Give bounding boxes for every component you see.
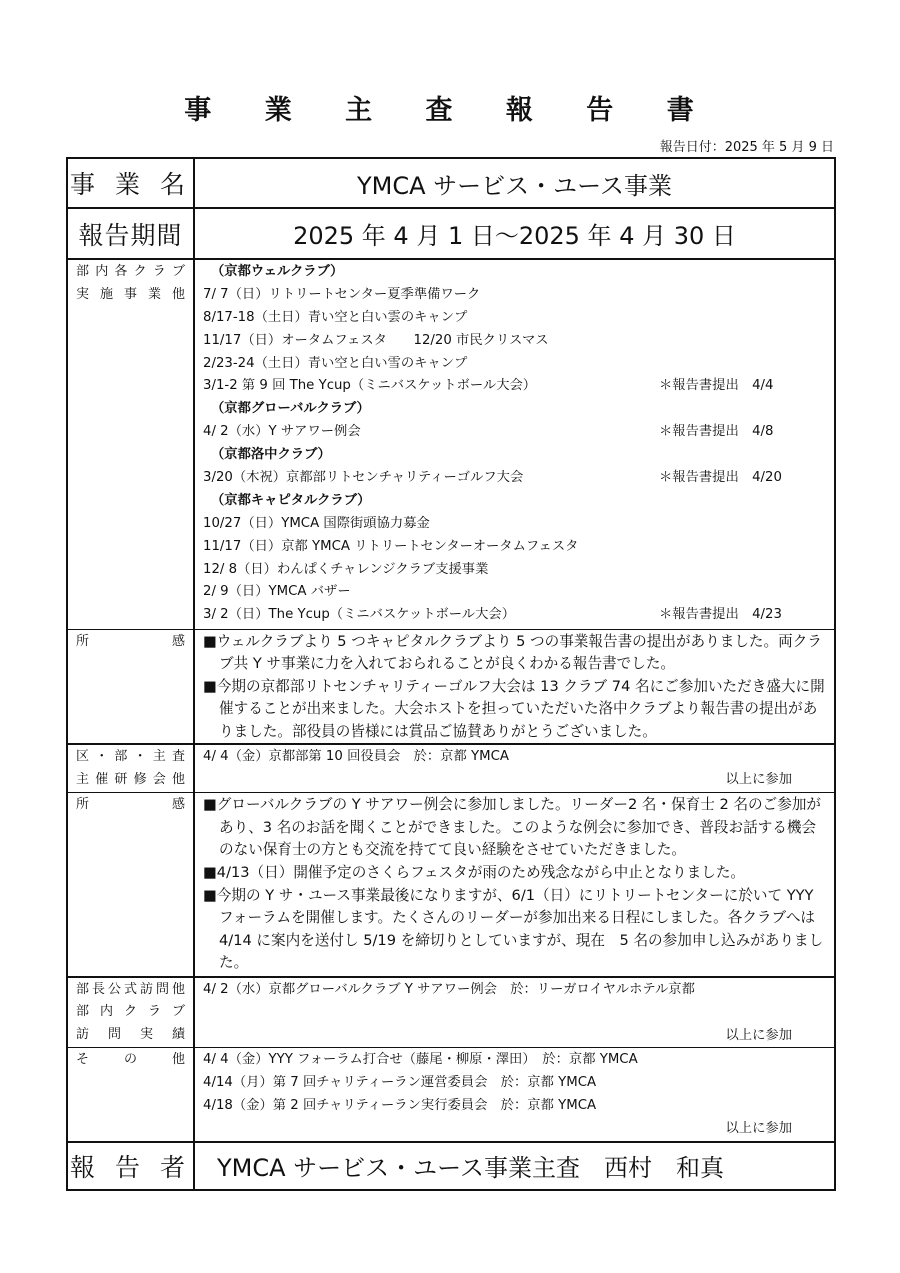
activity-line bbox=[203, 1049, 826, 1072]
club-activities-content bbox=[194, 259, 835, 629]
club-heading bbox=[203, 444, 826, 467]
club-activities-row bbox=[67, 259, 835, 629]
impression-paragraph: ■ウェルクラブより 5 つキャピタルクラブより 5 つの事業報告書の提出がありました。両クラブ共 Y サ事業に力を入れておられることが良くわかる報告書でした。 bbox=[203, 632, 822, 673]
period-row bbox=[67, 208, 835, 259]
report-date: 報告日付：2025 年 5 月 9 日 bbox=[659, 140, 834, 155]
spacer bbox=[203, 1002, 826, 1025]
activity-text: 4/ 2（水）京都グローバルクラブ Y サアワー例会 於：リーガロイヤルホテル京都 bbox=[203, 981, 695, 997]
visits-label-line3: 訪問実績 bbox=[76, 1026, 185, 1042]
district-label bbox=[67, 744, 194, 792]
activity-text: 3/1-2 第 9 回 The Ycup（ミニバスケットボール大会） bbox=[203, 378, 537, 394]
impression2-label bbox=[67, 793, 194, 977]
visits-label bbox=[67, 977, 194, 1048]
period-value: 2025 年 4 月 1 日～2025 年 4 月 30 日 bbox=[194, 208, 835, 259]
period-label: 報告期間 bbox=[67, 208, 194, 259]
activity-line bbox=[203, 979, 826, 1002]
participation-footer: 以上に参加 bbox=[725, 1121, 792, 1137]
district-label-line1: 区・部・主査 bbox=[76, 749, 185, 765]
club-heading bbox=[203, 261, 826, 284]
impression1-label bbox=[67, 629, 194, 744]
other-content bbox=[194, 1048, 835, 1142]
activity-line bbox=[203, 467, 826, 490]
activity-text: 2/ 9（日）YMCA バザー bbox=[203, 584, 351, 600]
impression2-content bbox=[194, 793, 835, 977]
report-submitted-note: ＊報告書提出 4/20 bbox=[659, 470, 782, 486]
club-heading bbox=[203, 398, 826, 421]
report-submitted-note: ＊報告書提出 4/23 bbox=[659, 607, 782, 623]
activity-line bbox=[203, 330, 826, 353]
activity-line bbox=[203, 353, 826, 376]
activity-text: （京都グローバルクラブ） bbox=[211, 401, 370, 417]
activity-text: 8/17-18（土日）青い空と白い雲のキャンプ bbox=[203, 309, 468, 325]
participation-footer: 以上に参加 bbox=[725, 772, 792, 788]
activity-text: 10/27（日）YMCA 国際街頭協力募金 bbox=[203, 515, 430, 531]
impression-paragraph: ■今期の Y サ・ユース事業最後になりますが、6/1（日）にリトリートセンターに於いて YYY フォーラムを開催します。たくさんのリーダーが参加出来る日程にしました。各クラブへは 4/14 に案内を送付し 5/19 を締切りとしていますが、現在 5 名の参加申し込みがありました。 bbox=[203, 886, 824, 972]
club-activities-label bbox=[67, 259, 194, 629]
activity-text: （京都洛中クラブ） bbox=[211, 447, 331, 463]
activity-line bbox=[203, 1072, 826, 1095]
district-label-line2: 主催研修会他 bbox=[76, 771, 185, 787]
activity-text: 4/ 4（金）京都部第 10 回役員会 於：京都 YMCA bbox=[203, 749, 509, 765]
activity-text: （京都ウェルクラブ） bbox=[211, 264, 344, 279]
report-submitted-note: ＊報告書提出 4/4 bbox=[659, 378, 774, 394]
project-row bbox=[67, 158, 835, 208]
activity-line bbox=[203, 581, 826, 604]
activity-text: 2/23-24（土日）青い空と白い雪のキャンプ bbox=[203, 355, 468, 371]
impression-paragraph: ■4/13（日）開催予定のさくらフェスタが雨のため残念ながら中止となりました。 bbox=[203, 864, 746, 882]
impression-paragraph: ■今期の京都部リトセンチャリティーゴルフ大会は 13 クラブ 74 名にご参加いただき盛大に開催することが出来ました。大会ホストを担っていただいた洛中クラブより報告書の提出がありました。部役員の皆様には賞品ご協賛ありがとうございました。 bbox=[203, 677, 825, 740]
report-table bbox=[66, 157, 836, 1191]
activity-line bbox=[203, 307, 826, 330]
activity-text: （京都キャピタルクラブ） bbox=[211, 492, 371, 508]
district-row bbox=[67, 744, 835, 792]
visits-label-line2: 部内クラブ bbox=[76, 1004, 185, 1020]
activity-line bbox=[203, 1095, 826, 1118]
impression2-label-text: 所感 bbox=[76, 797, 185, 813]
visits-label-line1: 部長公式訪問他 bbox=[76, 981, 185, 997]
impression2-row bbox=[67, 793, 835, 977]
activity-line bbox=[203, 513, 826, 536]
activity-text: 4/18（金）第 2 回チャリティーラン実行委員会 於：京都 YMCA bbox=[203, 1098, 597, 1114]
visits-row bbox=[67, 977, 835, 1048]
activity-text: 4/ 2（水）Y サアワー例会 bbox=[203, 424, 361, 440]
reporter-label: 報 告 者 bbox=[67, 1142, 194, 1190]
activity-line bbox=[203, 746, 826, 769]
activity-line bbox=[203, 604, 826, 627]
project-value: YMCA サービス・ユース事業 bbox=[194, 158, 835, 208]
report-submitted-note: ＊報告書提出 4/8 bbox=[659, 424, 774, 440]
activity-line bbox=[203, 375, 826, 398]
activity-line bbox=[203, 559, 826, 582]
activity-text: 7/ 7（日）リトリートセンター夏季準備ワーク bbox=[203, 286, 481, 302]
project-label: 事 業 名 bbox=[67, 158, 194, 208]
activity-text: 12/ 8（日）わんぱくチャレンジクラブ支援事業 bbox=[203, 561, 489, 577]
club-heading bbox=[203, 490, 826, 513]
other-row bbox=[67, 1048, 835, 1142]
visits-content bbox=[194, 977, 835, 1048]
other-label bbox=[67, 1048, 194, 1142]
reporter-row bbox=[67, 1142, 835, 1190]
activity-text: 3/ 2（日）The Ycup（ミニバスケットボール大会） bbox=[203, 607, 515, 623]
participation-footer: 以上に参加 bbox=[725, 1027, 792, 1043]
activity-line bbox=[203, 284, 826, 307]
club-activities-label-line1: 部内各クラブ bbox=[76, 264, 185, 279]
activity-text: 4/14（月）第 7 回チャリティーラン運営委員会 於：京都 YMCA bbox=[203, 1075, 597, 1091]
activity-text: 4/ 4（金）YYY フォーラム打合せ（藤尾・柳原・澤田） 於：京都 YMCA bbox=[203, 1052, 638, 1068]
reporter-value: YMCA サービス・ユース事業主査 西村 和真 bbox=[194, 1142, 835, 1190]
club-activities-label-line2: 実施事業他 bbox=[76, 286, 185, 302]
activity-text: 3/20（木祝）京都部リトセンチャリティーゴルフ大会 bbox=[203, 470, 524, 486]
activity-text: 11/17（日）オータムフェスタ 12/20 市民クリスマス bbox=[203, 332, 549, 348]
document-title: 事 業 主 査 報 告 書 bbox=[184, 95, 716, 126]
impression1-label-text: 所感 bbox=[76, 633, 185, 649]
impression-paragraph: ■グローバルクラブの Y サアワー例会に参加しました。リーダー2 名・保育士 2 名のご参加があり、3 名のお話を聞くことができました。このような例会に参加でき、普段お話する機会のない保育士の方とも交流を持てて良い経験をさせていただきました。 bbox=[203, 796, 822, 859]
impression1-content bbox=[194, 629, 835, 744]
activity-line bbox=[203, 421, 826, 444]
activity-text: 11/17（日）京都 YMCA リトリートセンターオータムフェスタ bbox=[203, 538, 579, 554]
other-label-text: そ の 他 bbox=[76, 1052, 185, 1068]
district-content bbox=[194, 744, 835, 792]
impression1-row bbox=[67, 629, 835, 744]
activity-line bbox=[203, 536, 826, 559]
